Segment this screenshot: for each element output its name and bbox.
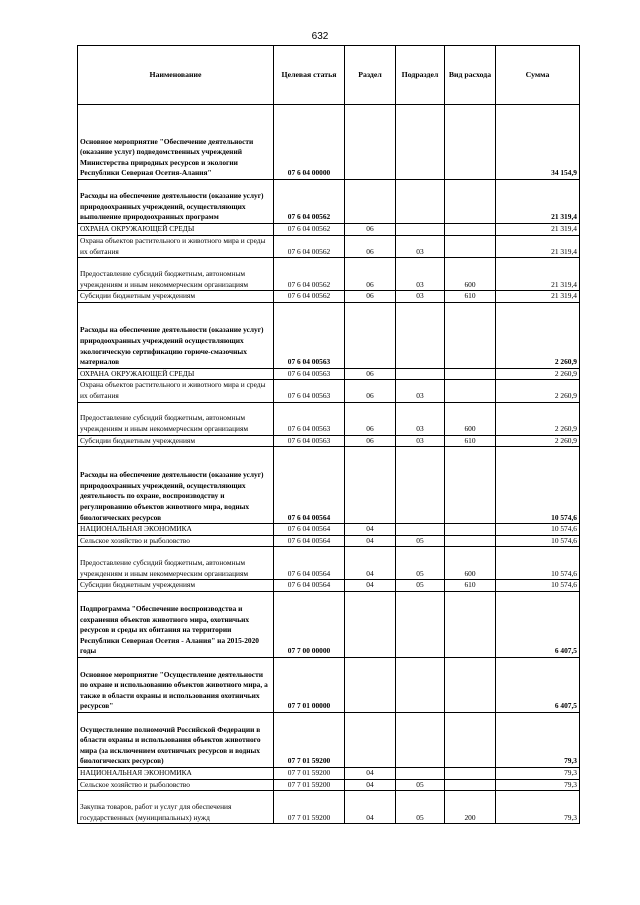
cell-name: Закупка товаров, работ и услуг для обеспечения государственных (муниципальных) нужд bbox=[78, 791, 274, 824]
table-row bbox=[78, 368, 580, 380]
cell-expense-type bbox=[445, 368, 496, 380]
cell-amount: 2 260,9 bbox=[496, 302, 580, 368]
cell-subsection: 03 bbox=[396, 236, 445, 258]
cell-name: Основное мероприятие "Осуществление деятельности по охране и использованию объектов животного мира, а также в области охраны и использования охотничьих ресурсов" bbox=[78, 657, 274, 712]
cell-expense-type: 600 bbox=[445, 547, 496, 580]
cell-expense-type: 600 bbox=[445, 258, 496, 291]
cell-article: 07 7 01 00000 bbox=[274, 657, 345, 712]
header-section: Раздел bbox=[345, 46, 396, 105]
cell-expense-type: 600 bbox=[445, 402, 496, 435]
cell-name: Субсидии бюджетным учреждениям bbox=[78, 435, 274, 447]
header-subsection: Подраздел bbox=[396, 46, 445, 105]
cell-section: 06 bbox=[345, 368, 396, 380]
cell-amount: 2 260,9 bbox=[496, 380, 580, 402]
cell-subsection: 05 bbox=[396, 547, 445, 580]
table-row bbox=[78, 547, 580, 580]
cell-amount: 21 319,4 bbox=[496, 258, 580, 291]
table-row bbox=[78, 435, 580, 447]
cell-subsection: 03 bbox=[396, 291, 445, 303]
cell-subsection: 05 bbox=[396, 779, 445, 791]
table-row bbox=[78, 524, 580, 536]
cell-subsection bbox=[396, 767, 445, 779]
table-row bbox=[78, 712, 580, 767]
cell-subsection bbox=[396, 447, 445, 524]
cell-section bbox=[345, 302, 396, 368]
cell-expense-type bbox=[445, 224, 496, 236]
cell-section: 06 bbox=[345, 224, 396, 236]
cell-section: 06 bbox=[345, 380, 396, 402]
table-row bbox=[78, 105, 580, 180]
cell-section: 06 bbox=[345, 236, 396, 258]
cell-section bbox=[345, 180, 396, 224]
header-article: Целевая статья bbox=[274, 46, 345, 105]
cell-article: 07 6 04 00000 bbox=[274, 105, 345, 180]
cell-expense-type bbox=[445, 524, 496, 536]
cell-amount: 21 319,4 bbox=[496, 224, 580, 236]
cell-expense-type bbox=[445, 302, 496, 368]
cell-amount: 10 574,6 bbox=[496, 535, 580, 547]
table-row bbox=[78, 402, 580, 435]
cell-expense-type bbox=[445, 105, 496, 180]
cell-expense-type bbox=[445, 779, 496, 791]
cell-name: Расходы на обеспечение деятельности (оказание услуг) природоохранных учреждений, осуществляющих деятельность по охране, воспроизводству и регулированию объектов животного мира, водных биологических ресурсов bbox=[78, 447, 274, 524]
cell-subsection: 03 bbox=[396, 258, 445, 291]
table-row bbox=[78, 657, 580, 712]
cell-expense-type: 610 bbox=[445, 580, 496, 592]
cell-expense-type bbox=[445, 657, 496, 712]
cell-article: 07 6 04 00564 bbox=[274, 535, 345, 547]
table-row bbox=[78, 236, 580, 258]
cell-section: 04 bbox=[345, 791, 396, 824]
cell-name: Подпрограмма "Обеспечение воспроизводства и сохранения объектов животного мира, охотничьих ресурсов и среды их обитания на территории Республики Северная Осетия - Алания" на 2015-2020 годы bbox=[78, 591, 274, 657]
cell-article: 07 6 04 00564 bbox=[274, 580, 345, 592]
cell-article: 07 6 04 00563 bbox=[274, 368, 345, 380]
cell-amount: 6 407,5 bbox=[496, 591, 580, 657]
table-row bbox=[78, 447, 580, 524]
cell-expense-type bbox=[445, 447, 496, 524]
header-expense-type: Вид расхода bbox=[445, 46, 496, 105]
cell-article: 07 6 04 00563 bbox=[274, 402, 345, 435]
cell-section: 06 bbox=[345, 258, 396, 291]
table-header-row bbox=[78, 46, 580, 105]
cell-amount: 10 574,6 bbox=[496, 447, 580, 524]
cell-name: Осуществление полномочий Российской Федерации в области охраны и использования объектов животного мира (за исключением охотничьих ресурсов и водных биологических ресурсов) bbox=[78, 712, 274, 767]
table-row bbox=[78, 302, 580, 368]
cell-article: 07 7 01 59200 bbox=[274, 712, 345, 767]
table-row bbox=[78, 258, 580, 291]
page-number: 632 bbox=[311, 31, 329, 42]
cell-subsection bbox=[396, 302, 445, 368]
table-row bbox=[78, 767, 580, 779]
cell-name: ОХРАНА ОКРУЖАЮЩЕЙ СРЕДЫ bbox=[78, 368, 274, 380]
cell-article: 07 6 04 00563 bbox=[274, 302, 345, 368]
cell-article: 07 6 04 00562 bbox=[274, 291, 345, 303]
cell-name: Субсидии бюджетным учреждениям bbox=[78, 291, 274, 303]
cell-article: 07 6 04 00564 bbox=[274, 547, 345, 580]
cell-article: 07 6 04 00562 bbox=[274, 180, 345, 224]
cell-subsection bbox=[396, 368, 445, 380]
cell-article: 07 6 04 00563 bbox=[274, 380, 345, 402]
cell-section bbox=[345, 712, 396, 767]
cell-subsection: 03 bbox=[396, 402, 445, 435]
table-row bbox=[78, 535, 580, 547]
cell-subsection: 03 bbox=[396, 435, 445, 447]
cell-name: Сельское хозяйство и рыболовство bbox=[78, 535, 274, 547]
header-name: Наименование bbox=[78, 46, 274, 105]
cell-expense-type bbox=[445, 380, 496, 402]
cell-expense-type: 200 bbox=[445, 791, 496, 824]
cell-section bbox=[345, 105, 396, 180]
cell-amount: 2 260,9 bbox=[496, 402, 580, 435]
table-row bbox=[78, 224, 580, 236]
cell-name: Сельское хозяйство и рыболовство bbox=[78, 779, 274, 791]
cell-subsection bbox=[396, 180, 445, 224]
cell-name: Расходы на обеспечение деятельности (оказание услуг) природоохранных учреждений осуществляющих экологическую сертификацию горюче-смазочных материалов bbox=[78, 302, 274, 368]
cell-amount: 21 319,4 bbox=[496, 180, 580, 224]
cell-amount: 21 319,4 bbox=[496, 291, 580, 303]
cell-name: Субсидии бюджетным учреждениям bbox=[78, 580, 274, 592]
budget-table bbox=[77, 45, 580, 824]
cell-name: Предоставление субсидий бюджетным, автономным учреждениям и иным некоммерческим организациям bbox=[78, 402, 274, 435]
cell-section: 06 bbox=[345, 435, 396, 447]
cell-section bbox=[345, 591, 396, 657]
table-row bbox=[78, 380, 580, 402]
cell-name: Охрана объектов растительного и животного мира и среды их обитания bbox=[78, 236, 274, 258]
cell-section bbox=[345, 657, 396, 712]
cell-section: 04 bbox=[345, 535, 396, 547]
cell-amount: 10 574,6 bbox=[496, 580, 580, 592]
table-row bbox=[78, 779, 580, 791]
cell-subsection bbox=[396, 524, 445, 536]
cell-subsection: 03 bbox=[396, 380, 445, 402]
cell-article: 07 7 01 59200 bbox=[274, 767, 345, 779]
cell-amount: 79,3 bbox=[496, 712, 580, 767]
table-row bbox=[78, 180, 580, 224]
cell-section: 04 bbox=[345, 547, 396, 580]
table-row bbox=[78, 291, 580, 303]
header-amount: Сумма bbox=[496, 46, 580, 105]
cell-expense-type: 610 bbox=[445, 435, 496, 447]
cell-section: 04 bbox=[345, 779, 396, 791]
cell-subsection bbox=[396, 224, 445, 236]
cell-subsection: 05 bbox=[396, 580, 445, 592]
table-row bbox=[78, 591, 580, 657]
cell-article: 07 7 01 59200 bbox=[274, 791, 345, 824]
cell-amount: 2 260,9 bbox=[496, 368, 580, 380]
cell-subsection bbox=[396, 591, 445, 657]
cell-amount: 79,3 bbox=[496, 767, 580, 779]
cell-amount: 10 574,6 bbox=[496, 524, 580, 536]
cell-article: 07 6 04 00564 bbox=[274, 524, 345, 536]
cell-expense-type bbox=[445, 712, 496, 767]
cell-article: 07 6 04 00563 bbox=[274, 435, 345, 447]
cell-article: 07 6 04 00562 bbox=[274, 224, 345, 236]
table-row bbox=[78, 791, 580, 824]
cell-section: 04 bbox=[345, 524, 396, 536]
cell-name: ОХРАНА ОКРУЖАЮЩЕЙ СРЕДЫ bbox=[78, 224, 274, 236]
cell-expense-type bbox=[445, 767, 496, 779]
cell-name: НАЦИОНАЛЬНАЯ ЭКОНОМИКА bbox=[78, 767, 274, 779]
cell-name: Охрана объектов растительного и животного мира и среды их обитания bbox=[78, 380, 274, 402]
cell-name: Основное мероприятие "Обеспечение деятельности (оказание услуг) подведомственных учреждений Министерства природных ресурсов и экологии Республики Северная Осетия-Алания" bbox=[78, 105, 274, 180]
cell-expense-type bbox=[445, 535, 496, 547]
cell-section bbox=[345, 447, 396, 524]
cell-subsection bbox=[396, 657, 445, 712]
cell-name: Предоставление субсидий бюджетным, автономным учреждениям и иным некоммерческим организациям bbox=[78, 258, 274, 291]
cell-subsection bbox=[396, 105, 445, 180]
cell-name: Расходы на обеспечение деятельности (оказание услуг) природоохранных учреждений, осуществляющих выполнение природоохранных программ bbox=[78, 180, 274, 224]
cell-amount: 2 260,9 bbox=[496, 435, 580, 447]
cell-section: 06 bbox=[345, 402, 396, 435]
cell-section: 06 bbox=[345, 291, 396, 303]
cell-subsection: 05 bbox=[396, 791, 445, 824]
cell-amount: 21 319,4 bbox=[496, 236, 580, 258]
cell-article: 07 7 01 59200 bbox=[274, 779, 345, 791]
cell-article: 07 6 04 00562 bbox=[274, 236, 345, 258]
cell-section: 04 bbox=[345, 580, 396, 592]
cell-amount: 10 574,6 bbox=[496, 547, 580, 580]
table-row bbox=[78, 580, 580, 592]
cell-section: 04 bbox=[345, 767, 396, 779]
cell-article: 07 7 00 00000 bbox=[274, 591, 345, 657]
cell-amount: 79,3 bbox=[496, 779, 580, 791]
cell-expense-type bbox=[445, 591, 496, 657]
cell-name: Предоставление субсидий бюджетным, автономным учреждениям и иным некоммерческим организациям bbox=[78, 547, 274, 580]
cell-name: НАЦИОНАЛЬНАЯ ЭКОНОМИКА bbox=[78, 524, 274, 536]
cell-article: 07 6 04 00562 bbox=[274, 258, 345, 291]
cell-expense-type bbox=[445, 180, 496, 224]
cell-amount: 34 154,9 bbox=[496, 105, 580, 180]
cell-expense-type: 610 bbox=[445, 291, 496, 303]
cell-subsection bbox=[396, 712, 445, 767]
cell-subsection: 05 bbox=[396, 535, 445, 547]
cell-expense-type bbox=[445, 236, 496, 258]
cell-amount: 6 407,5 bbox=[496, 657, 580, 712]
cell-article: 07 6 04 00564 bbox=[274, 447, 345, 524]
cell-amount: 79,3 bbox=[496, 791, 580, 824]
